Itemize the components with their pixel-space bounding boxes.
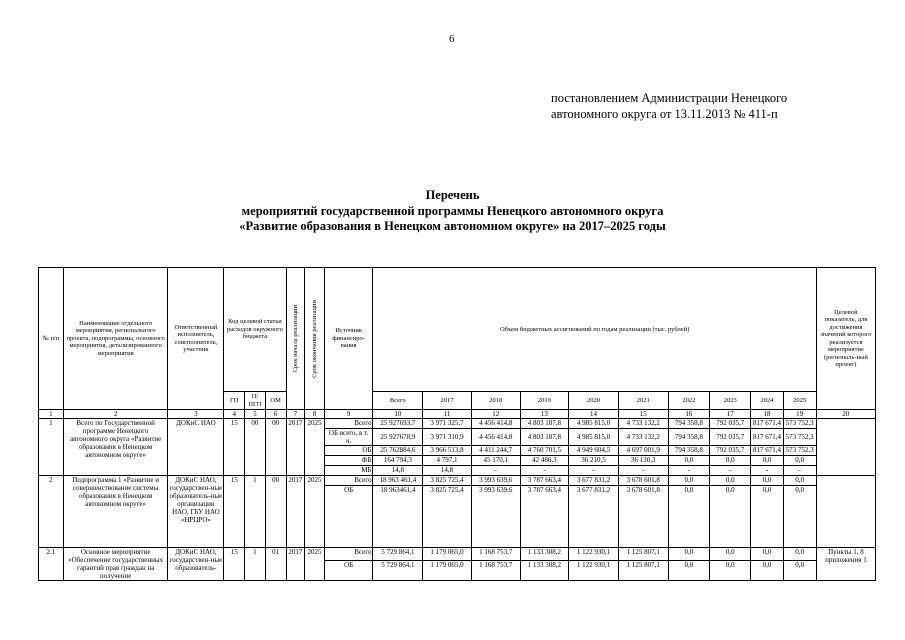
column-number: 13 [520,410,569,419]
value-cell: 45 170,1 [471,456,520,466]
value-cell: 0,0 [710,560,751,580]
row-source: ОБ [324,486,373,548]
row-pgp: 1 [245,548,266,581]
row-pgp: 1 [245,476,266,548]
title-line: Перечень [425,188,480,202]
row-source: Всего [324,548,373,561]
value-cell: 1 125 807,1 [618,560,668,580]
row-gp: 15 [224,476,245,548]
column-number: 15 [618,410,668,419]
value-cell: 0,0 [751,560,783,580]
row-om: 01 [265,548,286,581]
value-cell: 1 122 930,1 [569,548,619,561]
value-cell: 0,0 [710,548,751,561]
value-cell: 1 179 065,0 [423,548,472,561]
value-cell: 0,0 [668,486,709,548]
column-number: 1 [39,410,64,419]
value-cell: 4 697 001,9 [618,446,668,456]
row-start: 2017 [286,419,305,476]
header-note-line: постановлением Администрации Ненецкого [551,91,788,105]
row-end: 2025 [305,548,325,581]
row-num: 1 [39,419,64,476]
column-number: 2 [63,410,168,419]
value-cell: 0,0 [783,548,816,561]
value-cell: 792 035,7 [710,446,751,456]
column-number: 12 [471,410,520,419]
header-volume: Объем бюджетных ассигнований по годам реализации (тыс. рублей) [373,268,816,392]
value-cell: 1 122 930,1 [569,560,619,580]
value-cell: 4 803 187,8 [520,429,569,446]
value-cell: 1 133 308,2 [520,560,569,580]
column-number: 20 [816,410,875,419]
value-cell: - [471,466,520,476]
value-cell: 573 752,3 [783,429,816,446]
value-cell: - [751,466,783,476]
value-cell: 4 985 815,0 [569,429,619,446]
value-cell: 573 752,3 [783,419,816,429]
column-number: 3 [168,410,224,419]
column-number: 10 [373,410,423,419]
column-number: 16 [668,410,709,419]
header-year: 2025 [783,392,816,410]
header-start-text: Срок начала реализации [291,304,299,373]
value-cell: 794 358,8 [668,446,709,456]
header-budget-code: Код целевой статьи расходов окружного бюджета [224,268,286,392]
value-cell: 0,0 [751,486,783,548]
header-source: Источник финансиро-вания [324,268,373,410]
value-cell: 4 797,1 [423,456,472,466]
value-cell: 3 677 831,2 [569,486,619,548]
row-om: 00 [265,419,286,476]
header-year: 2018 [471,392,520,410]
header-note [551,90,787,122]
row-executor: ДОКиС НАО, государствен-ные образователь-ные организации НАО, ГБУ НАО «НРЦРО» [168,476,224,548]
value-cell: 4 760 701,5 [520,446,569,456]
value-cell: - [783,466,816,476]
value-cell: 1 168 753,7 [471,560,520,580]
column-number: 8 [305,410,325,419]
measures-table [38,267,876,581]
value-cell: 1 168 753,7 [471,548,520,561]
column-number: 4 [224,410,245,419]
header-note-line: автономного округа от 13.11.2013 № 411-п [551,107,778,121]
value-cell: 1 179 065,0 [423,560,472,580]
value-cell: 0,0 [668,560,709,580]
row-name: Основное мероприятие «Обеспечение государственных гарантий прав граждан на получение [63,548,168,581]
value-cell: 0,0 [783,476,816,486]
value-cell: 18 963 461,4 [373,476,423,486]
value-cell: 5 729 864,1 [373,548,423,561]
row-source: ОБ [324,560,373,580]
header-executor: Ответственный исполнитель, соисполнитель, участник [168,268,224,410]
value-cell: 3 993 639,6 [471,476,520,486]
row-gp: 15 [224,548,245,581]
column-number: 19 [783,410,816,419]
value-cell: 0,0 [668,548,709,561]
header-year: 2019 [520,392,569,410]
value-cell: 3 966 513,8 [423,446,472,456]
value-cell: 0,0 [710,476,751,486]
row-pgp: 00 [245,419,266,476]
value-cell: 0,0 [710,486,751,548]
header-gp: ГП [224,392,245,410]
header-year: 2024 [751,392,783,410]
value-cell: 36 130,3 [618,456,668,466]
value-cell: - [710,466,751,476]
value-cell: 0,0 [783,486,816,548]
column-number: 6 [265,410,286,419]
row-end: 2025 [305,419,325,476]
value-cell: 0,0 [668,456,709,466]
value-cell: 14,8 [423,466,472,476]
value-cell: 3 678 601,8 [618,486,668,548]
value-cell: 573 752,3 [783,446,816,456]
column-number: 11 [423,410,472,419]
row-end: 2025 [305,476,325,548]
value-cell: 164 794,3 [373,456,423,466]
value-cell: 4 456 414,8 [471,419,520,429]
value-cell: 5 729 864,1 [373,560,423,580]
table-row [39,548,876,561]
row-num: 2.1 [39,548,64,581]
row-source: ОБ [324,446,373,456]
document-title [160,188,745,235]
table-row [39,476,876,486]
header-year: 2023 [710,392,751,410]
value-cell: 0,0 [668,476,709,486]
header-year: 2021 [618,392,668,410]
column-number: 14 [569,410,619,419]
value-cell: 4 733 132,2 [618,429,668,446]
row-name: Подпрограмма 1 «Развитие и совершенствование системы образования в Ненецком автономном округе» [63,476,168,548]
value-cell: 817 671,4 [751,419,783,429]
row-num: 2 [39,476,64,548]
row-source: МБ [324,466,373,476]
row-source: ФБ [324,456,373,466]
value-cell: - [569,466,619,476]
header-end [305,268,325,410]
value-cell: 36 210,5 [569,456,619,466]
header-year: 2017 [423,392,472,410]
value-cell: 0,0 [751,548,783,561]
value-cell: 817 671,4 [751,446,783,456]
value-cell: 14,8 [373,466,423,476]
column-number: 5 [245,410,266,419]
column-number: 9 [324,410,373,419]
header-start [286,268,305,410]
value-cell: 794 358,8 [668,419,709,429]
table-row [39,419,876,429]
row-name: Всего по Государственной программе Ненецкого автономного округа «Развитие образования в Ненецком автономном округе» [63,419,168,476]
value-cell: 25 927693,7 [373,419,423,429]
title-line: «Развитие образования в Ненецком автономном округе» на 2017–2025 годы [239,219,666,233]
value-cell: 3 787 663,4 [520,476,569,486]
title-line: мероприятий государственной программы Ненецкого автономного округа [241,203,664,218]
value-cell: - [520,466,569,476]
value-cell: 3 971 310,9 [423,429,472,446]
value-cell: 3 825 725,4 [423,476,472,486]
header-pgp: П/ ПГП [245,392,266,410]
row-indicator [816,476,875,548]
value-cell: 3 678 601,8 [618,476,668,486]
row-start: 2017 [286,476,305,548]
value-cell: 4 411 244,7 [471,446,520,456]
value-cell: 3 993 639,6 [471,486,520,548]
value-cell: 0,0 [751,476,783,486]
value-cell: 1 133 308,2 [520,548,569,561]
value-cell: 0,0 [751,456,783,466]
page-number: 6 [449,33,455,45]
value-cell: - [618,466,668,476]
value-cell: - [668,466,709,476]
value-cell: 4 949 604,5 [569,446,619,456]
header-num: № п/п [39,268,64,410]
value-cell: 25 762884,6 [373,446,423,456]
value-cell: 42 486,3 [520,456,569,466]
row-gp: 15 [224,419,245,476]
value-cell: 794 358,8 [668,429,709,446]
header-year: 2020 [569,392,619,410]
row-start: 2017 [286,548,305,581]
header-indicator: Целевой показатель, для достижения значений которого реализуется мероприятие (региональ-ный проект) [816,268,875,410]
column-number: 18 [751,410,783,419]
column-number: 7 [286,410,305,419]
value-cell: 792 035,7 [710,419,751,429]
value-cell: 0,0 [783,560,816,580]
header-total: Всего [373,392,423,410]
row-executor: ДОКиС НАО, государствен-ные образователь- [168,548,224,581]
row-source: Всего [324,476,373,486]
value-cell: 792 035,7 [710,429,751,446]
header-year: 2022 [668,392,709,410]
value-cell: 4 803 187,8 [520,419,569,429]
value-cell: 4 456 414,8 [471,429,520,446]
value-cell: 25 927678,9 [373,429,423,446]
row-indicator: Пункты 1, 8 приложения 1 [816,548,875,581]
value-cell: 1 125 807,1 [618,548,668,561]
value-cell: 3 787 663,4 [520,486,569,548]
row-om: 00 [265,476,286,548]
value-cell: 4 733 132,2 [618,419,668,429]
value-cell: 0,0 [783,456,816,466]
value-cell: 817 671,4 [751,429,783,446]
value-cell: 4 985 815,0 [569,419,619,429]
value-cell: 18 963461,4 [373,486,423,548]
header-om: ОМ [265,392,286,410]
row-source: ОБ всего, в т. ч. [324,429,373,446]
header-name: Наименование отдельного мероприятия, регионального проекта, подпрограммы, основного мероприятия, детализированного мероприятия [63,268,168,410]
header-end-text: Срок окончания реализации [310,299,318,378]
value-cell: 3 677 831,2 [569,476,619,486]
column-number: 17 [710,410,751,419]
row-executor: ДОКиС НАО [168,419,224,476]
row-source: Всего [324,419,373,429]
value-cell: 3 971 325,7 [423,419,472,429]
row-indicator [816,419,875,476]
value-cell: 3 825 725,4 [423,486,472,548]
value-cell: 0,0 [710,456,751,466]
